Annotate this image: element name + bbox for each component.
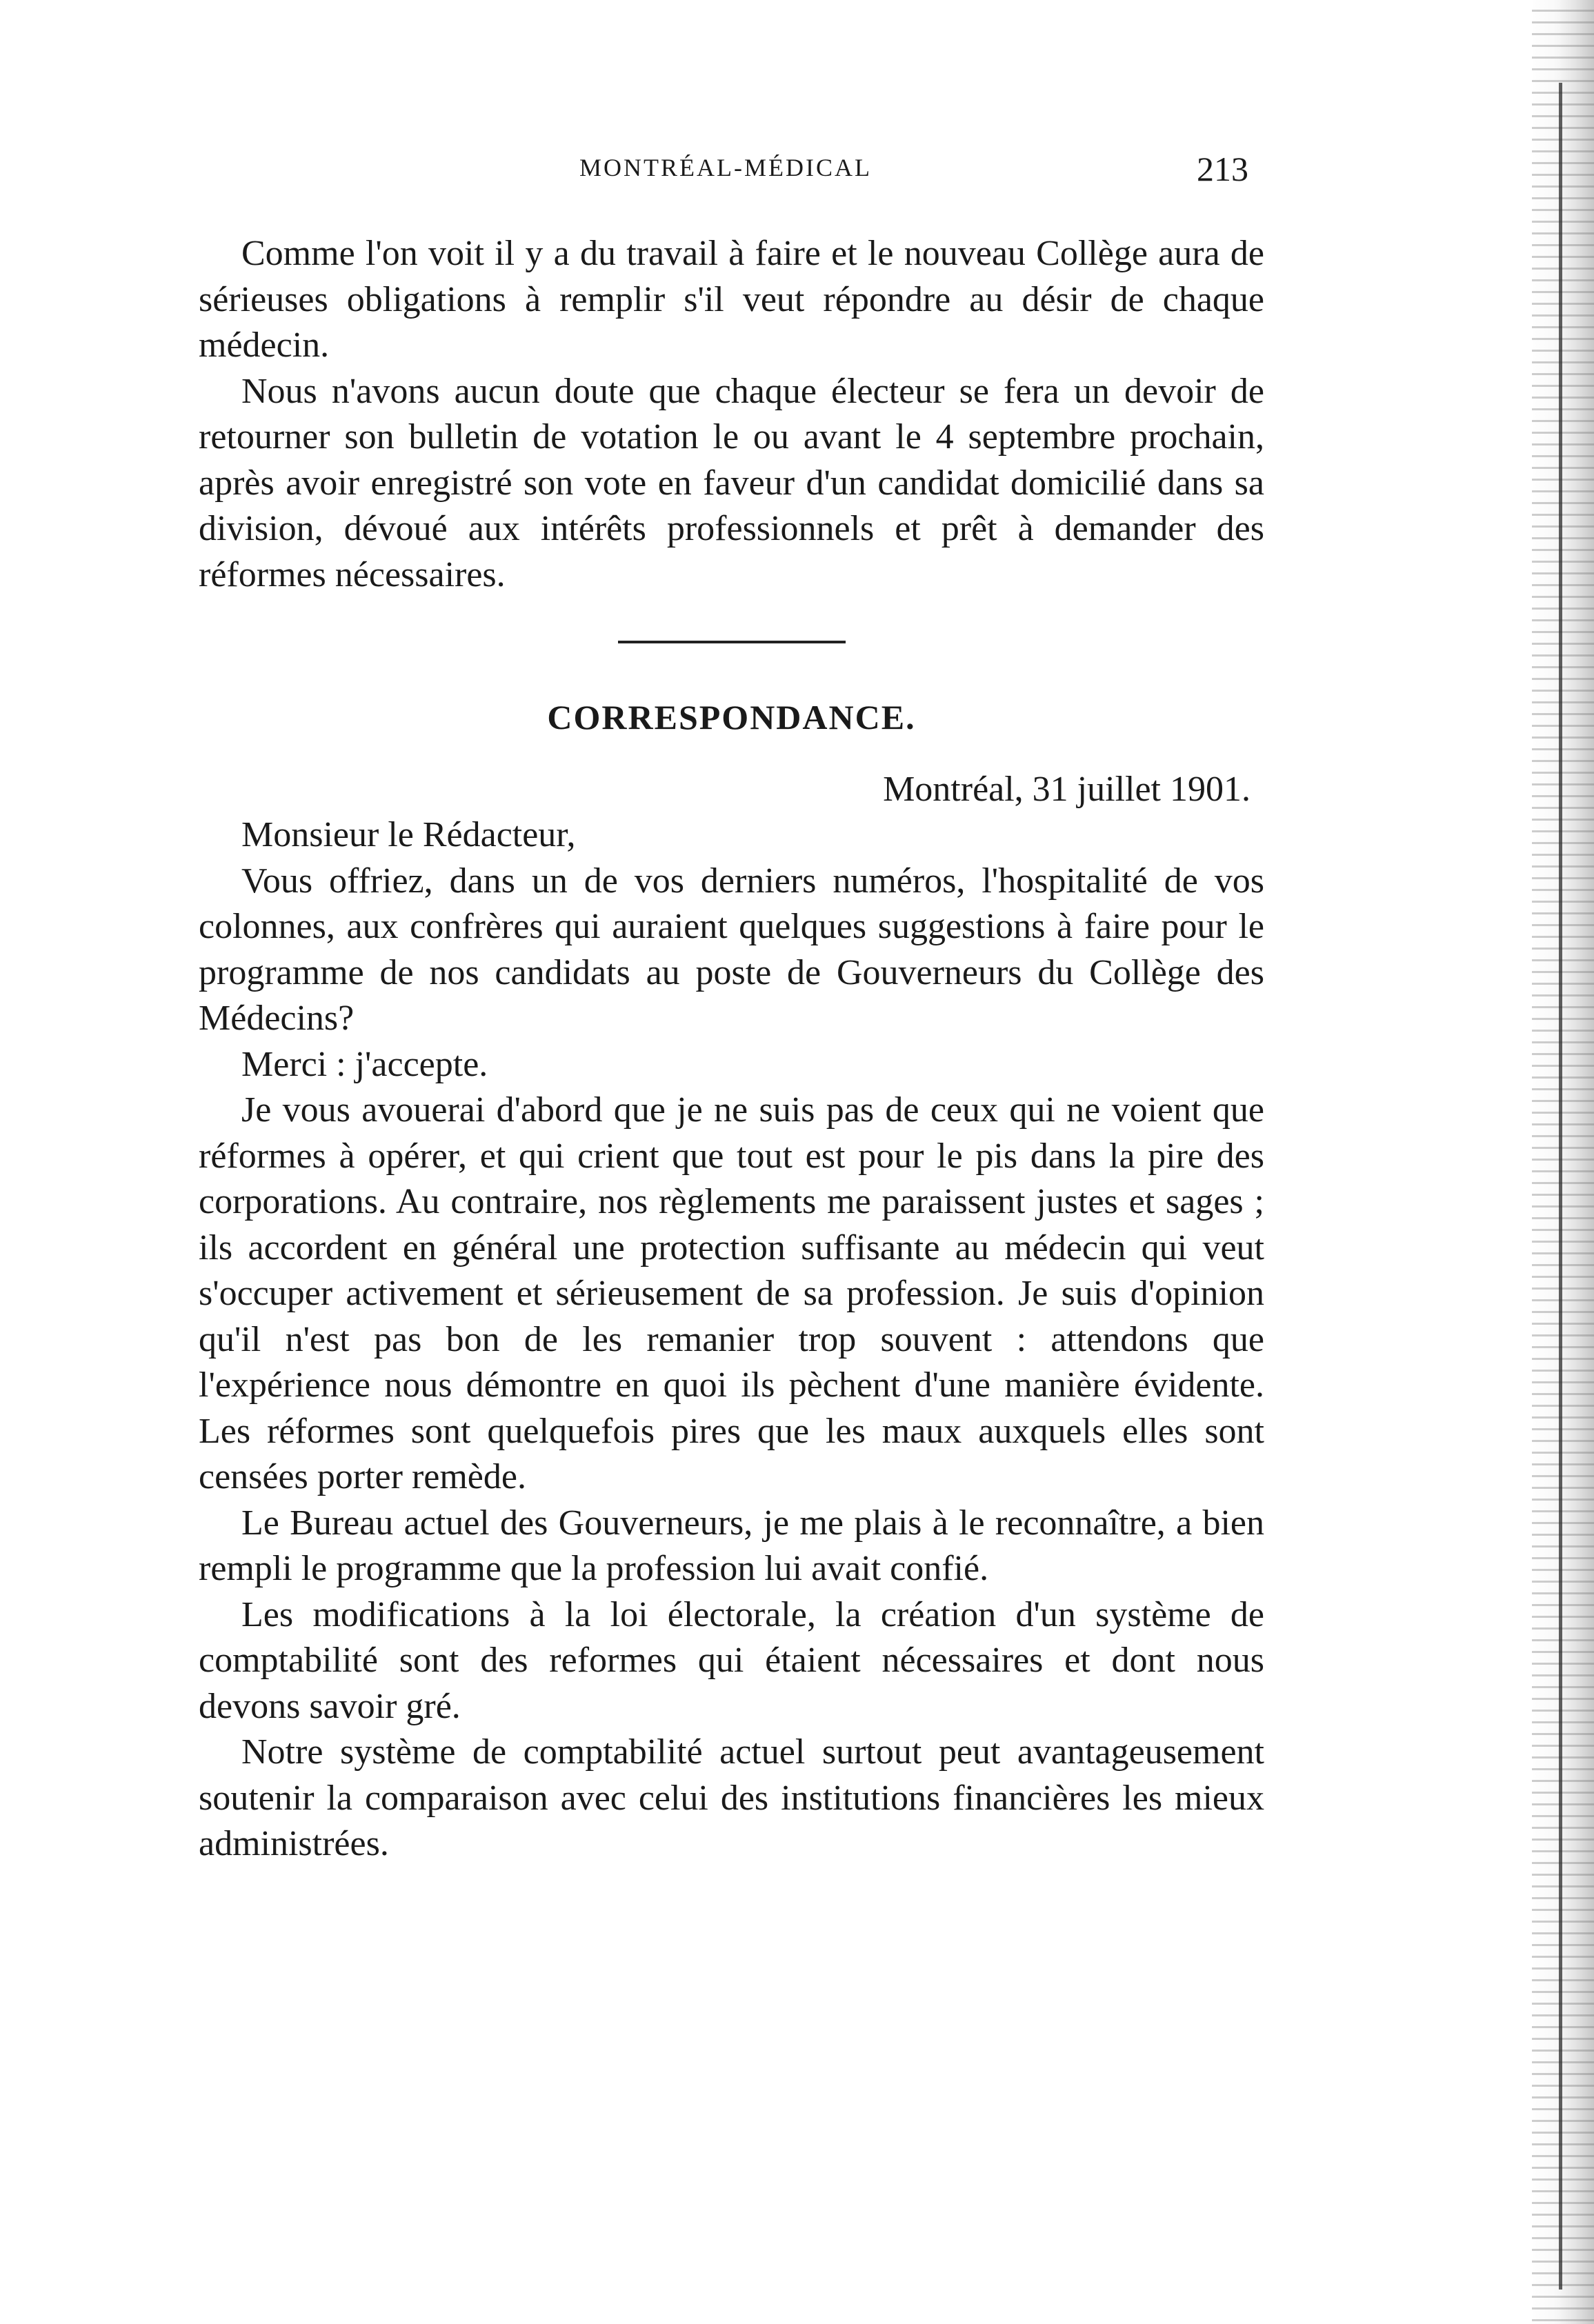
body-text xyxy=(199,231,1264,1867)
page-number: 213 xyxy=(1197,150,1248,188)
paragraph: Je vous avouerai d'abord que je ne suis pas de ceux qui ne voient que réformes à opérer, et qui crient que tout est pour le pis dans la pire des corporations. Au contraire, nos règlements me paraissent justes et sages ; ils accordent en général une protection suffisante au médecin qui veut s'occuper activement et sérieusement de sa profession. Je suis d'opinion qu'il n'est pas bon de les remanier trop souvent : attendons que l'expérience nous démontre en quoi ils pèchent d'une manière évidente. Les réformes sont quelquefois pires que les maux auxquels elles sont censées porter remède. xyxy=(199,1090,1264,1496)
paragraph: Le Bureau actuel des Gouverneurs, je me plais à le reconnaître, a bien rempli le programme que la profession lui avait confié. xyxy=(199,1503,1264,1588)
binding-shadow-line xyxy=(1559,83,1562,2290)
paragraph: Comme l'on voit il y a du travail à faire et le nouveau Collège aura de sérieuses obligations à remplir s'il veut répondre au désir de chaque médecin. xyxy=(199,234,1264,365)
section-title: CORRESPONDANCE. xyxy=(547,698,916,737)
paragraph: Merci : j'accepte. xyxy=(241,1044,488,1084)
letter-salutation: Monsieur le Rédacteur, xyxy=(241,815,576,854)
page-binding-edge xyxy=(1532,0,1594,2324)
paragraph: Vous offriez, dans un de vos derniers numéros, l'hospitalité de vos colonnes, aux confrères qui auraient quelques suggestions à faire pour le programme de nos candidats au poste de Gouverneurs du Collège des Médecins? xyxy=(199,861,1264,1038)
section-divider-rule xyxy=(618,641,846,643)
paragraph: Les modifications à la loi électorale, la création d'un système de comptabilité sont des reformes qui étaient nécessaires et dont nous devons savoir gré. xyxy=(199,1594,1264,1726)
paragraph: Nous n'avons aucun doute que chaque électeur se fera un devoir de retourner son bulletin de votation le ou avant le 4 septembre prochain, après avoir enregistré son vote en faveur d'un candidat domicilié dans sa division, dévoué aux intérêts professionnels et prêt à demander des réformes nécessaires. xyxy=(199,371,1264,594)
letter-dateline: Montréal, 31 juillet 1901. xyxy=(883,769,1251,809)
running-head-title: MONTRÉAL-MÉDICAL xyxy=(579,154,872,181)
running-head xyxy=(262,150,1262,194)
paragraph: Notre système de comptabilité actuel surtout peut avantageusement soutenir la comparaison avec celui des institutions financières les mieux administrées. xyxy=(199,1732,1264,1863)
